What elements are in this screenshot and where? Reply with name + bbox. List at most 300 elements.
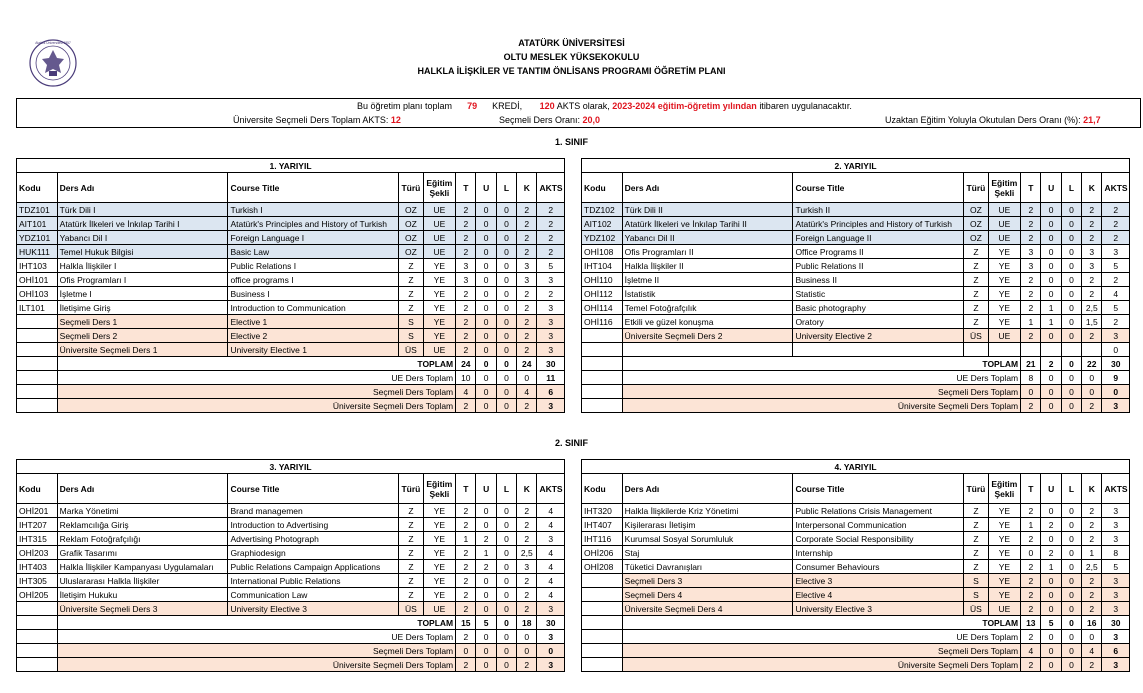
- course-l: 0: [496, 546, 516, 560]
- toplam-l: 0: [496, 616, 516, 630]
- course-mode: UE: [988, 217, 1021, 231]
- course-u: 1: [1041, 560, 1061, 574]
- toplam-akts: 30: [537, 616, 565, 630]
- course-k: 2: [517, 245, 537, 259]
- course-l: 0: [496, 287, 516, 301]
- course-k: 2: [1082, 518, 1102, 532]
- course-t: 2: [1021, 560, 1041, 574]
- col-l: L: [1061, 173, 1081, 203]
- course-type: S: [964, 574, 988, 588]
- col-egitim-label: Eğitim: [426, 478, 453, 489]
- col-l: L: [496, 474, 516, 504]
- course-type: Z: [399, 546, 423, 560]
- course-row: [582, 203, 1130, 217]
- info-text-2: KREDİ,: [492, 101, 523, 111]
- course-mode: YE: [988, 504, 1021, 518]
- course-type: Z: [964, 287, 988, 301]
- sum-u: 0: [476, 644, 496, 658]
- col-course-title: Course Title: [793, 474, 964, 504]
- course-row: [582, 602, 1130, 616]
- course-t: 2: [1021, 203, 1041, 217]
- yariyil-2-table: [581, 158, 1130, 413]
- course-u: 0: [1041, 574, 1061, 588]
- col-u: U: [476, 474, 496, 504]
- course-mode: YE: [988, 315, 1021, 329]
- course-k: 3: [1082, 259, 1102, 273]
- course-akts: 4: [537, 574, 565, 588]
- course-akts: 2: [537, 217, 565, 231]
- col-akts: AKTS: [537, 474, 565, 504]
- course-akts: 3: [1102, 532, 1130, 546]
- course-l: 0: [496, 588, 516, 602]
- course-title: Office Programs II: [793, 245, 964, 259]
- sum-k: 0: [1082, 385, 1102, 399]
- course-type: Z: [964, 546, 988, 560]
- course-row: [582, 273, 1130, 287]
- course-t: 3: [1021, 245, 1041, 259]
- course-mode: YE: [988, 259, 1021, 273]
- course-row: [17, 588, 565, 602]
- course-title: Graphiodesign: [228, 546, 399, 560]
- course-row: [17, 273, 565, 287]
- course-title: Public Relations II: [793, 259, 964, 273]
- course-type: Z: [399, 560, 423, 574]
- course-u: 0: [1041, 602, 1061, 616]
- sum-u: 0: [1041, 658, 1061, 672]
- sum-u: 0: [1041, 630, 1061, 644]
- course-row: [582, 217, 1130, 231]
- course-name: Temel Fotoğrafçılık: [622, 301, 793, 315]
- sum-label: Seçmeli Ders Toplam: [57, 385, 455, 399]
- course-akts: 5: [537, 259, 565, 273]
- course-title: University Elective 3: [793, 602, 964, 616]
- toplam-u: 2: [1041, 357, 1061, 371]
- sum-label: UE Ders Toplam: [57, 371, 455, 385]
- sum-label: Seçmeli Ders Toplam: [622, 385, 1020, 399]
- course-l: 0: [496, 518, 516, 532]
- empty-cell: [17, 371, 58, 385]
- course-t: 2: [456, 343, 476, 357]
- sum-akts: 3: [1102, 399, 1130, 413]
- empty-cell: [17, 385, 58, 399]
- yariyil-title: 1. YARIYIL: [17, 159, 565, 173]
- course-name: Üniversite Seçmeli Ders 2: [622, 329, 793, 343]
- course-row: [17, 315, 565, 329]
- course-akts: 3: [1102, 504, 1130, 518]
- course-type: OZ: [399, 217, 423, 231]
- course-row: [17, 532, 565, 546]
- course-name: İşletme I: [57, 287, 228, 301]
- course-row: [17, 504, 565, 518]
- course-row: [17, 546, 565, 560]
- course-name: Seçmeli Ders 4: [622, 588, 793, 602]
- course-mode: YE: [988, 574, 1021, 588]
- course-t: 3: [1021, 259, 1041, 273]
- col-ders-adi: Ders Adı: [57, 474, 228, 504]
- course-mode: YE: [988, 273, 1021, 287]
- course-type: OZ: [964, 203, 988, 217]
- sum-t: 0: [456, 644, 476, 658]
- toplam-label: TOPLAM: [622, 357, 1020, 371]
- empty-cell: [582, 399, 623, 413]
- col-egitim-sekli: [988, 474, 1021, 504]
- info-text-1: Bu öğretim planı toplam: [357, 101, 453, 111]
- course-u: 0: [476, 217, 496, 231]
- course-l: 0: [1061, 546, 1081, 560]
- course-k: 2,5: [1082, 560, 1102, 574]
- course-mode: YE: [423, 546, 456, 560]
- course-type: [964, 343, 988, 357]
- course-t: 2: [1021, 574, 1041, 588]
- course-title: Internship: [793, 546, 964, 560]
- course-title: Business II: [793, 273, 964, 287]
- course-code: OHİ114: [582, 301, 623, 315]
- elective-total-row: [582, 644, 1130, 658]
- course-code: IHT207: [17, 518, 58, 532]
- course-mode: YE: [988, 532, 1021, 546]
- toplam-row: [17, 616, 565, 630]
- empty-cell: [582, 371, 623, 385]
- course-t: 2: [1021, 217, 1041, 231]
- course-code: IHT407: [582, 518, 623, 532]
- col-egitim-label: Eğitim: [991, 478, 1018, 489]
- col-egitim-sekli: [423, 173, 456, 203]
- course-l: 0: [1061, 273, 1081, 287]
- course-l: 0: [496, 203, 516, 217]
- sinif-1-heading: 1. SINIF: [554, 137, 588, 147]
- course-u: 2: [1041, 518, 1061, 532]
- course-code: IHT320: [582, 504, 623, 518]
- col-t: T: [456, 173, 476, 203]
- course-t: 2: [1021, 329, 1041, 343]
- sum-l: 0: [496, 371, 516, 385]
- course-k: 2: [1082, 588, 1102, 602]
- course-t: 2: [1021, 504, 1041, 518]
- univ-elective-akts: Üniversite Seçmeli Ders Toplam AKTS: 12: [233, 115, 401, 125]
- course-akts: 3: [1102, 245, 1130, 259]
- toplam-u: 0: [476, 357, 496, 371]
- col-ders-adi: Ders Adı: [622, 474, 793, 504]
- course-u: 0: [1041, 532, 1061, 546]
- toplam-akts: 30: [1102, 357, 1130, 371]
- course-akts: 3: [537, 329, 565, 343]
- course-code: OHİ208: [582, 560, 623, 574]
- course-k: 2,5: [517, 546, 537, 560]
- course-mode: UE: [423, 602, 456, 616]
- sum-t: 2: [1021, 399, 1041, 413]
- course-mode: YE: [423, 273, 456, 287]
- toplam-row: [582, 357, 1130, 371]
- course-type: ÜS: [399, 343, 423, 357]
- course-mode: YE: [423, 560, 456, 574]
- course-row: [17, 343, 565, 357]
- course-name: Türk Dili I: [57, 203, 228, 217]
- course-name: Marka Yönetimi: [57, 504, 228, 518]
- course-name: Seçmeli Ders 2: [57, 329, 228, 343]
- course-akts: 4: [537, 560, 565, 574]
- course-u: 0: [476, 203, 496, 217]
- course-row: [17, 203, 565, 217]
- course-u: 2: [1041, 546, 1061, 560]
- sum-akts: 3: [537, 630, 565, 644]
- sum-l: 0: [496, 644, 516, 658]
- course-t: 2: [1021, 287, 1041, 301]
- col-sekli-label: Şekli: [994, 488, 1015, 499]
- course-t: 2: [1021, 231, 1041, 245]
- course-type: Z: [964, 301, 988, 315]
- course-title: Corporate Social Responsibility: [793, 532, 964, 546]
- course-name: Ofis Programları I: [57, 273, 228, 287]
- course-type: Z: [399, 532, 423, 546]
- course-row: [582, 315, 1130, 329]
- course-row: [17, 245, 565, 259]
- ue-total-row: [582, 371, 1130, 385]
- course-row: [17, 231, 565, 245]
- sum-k: 2: [1082, 399, 1102, 413]
- course-row: [582, 301, 1130, 315]
- course-name: Ofis Programları II: [622, 245, 793, 259]
- course-t: 2: [1021, 532, 1041, 546]
- col-kodu: Kodu: [17, 474, 58, 504]
- elective-ratio: Seçmeli Ders Oranı: 20,0: [499, 115, 601, 125]
- info-text-3: AKTS olarak,: [556, 101, 610, 111]
- course-row: [17, 560, 565, 574]
- course-u: 0: [476, 301, 496, 315]
- toplam-k: 16: [1082, 616, 1102, 630]
- course-name: İstatistik: [622, 287, 793, 301]
- course-title: Consumer Behaviours: [793, 560, 964, 574]
- sum-l: 0: [1061, 658, 1081, 672]
- course-name: Türk Dili II: [622, 203, 793, 217]
- course-k: 1: [1082, 546, 1102, 560]
- toplam-l: 0: [1061, 357, 1081, 371]
- sum-l: 0: [1061, 371, 1081, 385]
- course-u: 0: [1041, 203, 1061, 217]
- course-name: Seçmeli Ders 3: [622, 574, 793, 588]
- logo-text: Atatürk Üniversitesi 1957: [35, 41, 71, 45]
- university-name: ATATÜRK ÜNİVERSİTESİ: [518, 38, 625, 48]
- course-l: 0: [1061, 315, 1081, 329]
- col-turu: Türü: [964, 474, 988, 504]
- course-u: 0: [1041, 287, 1061, 301]
- course-type: Z: [964, 532, 988, 546]
- univ-elective-total-row: [582, 658, 1130, 672]
- course-title: Turkish I: [228, 203, 399, 217]
- sum-l: 0: [496, 399, 516, 413]
- course-k: 2,5: [1082, 301, 1102, 315]
- course-title: Oratory: [793, 315, 964, 329]
- empty-cell: [17, 616, 58, 630]
- sum-label: Seçmeli Ders Toplam: [57, 644, 455, 658]
- course-row: [582, 259, 1130, 273]
- course-t: 3: [456, 273, 476, 287]
- course-code: HUK111: [17, 245, 58, 259]
- sum-k: 0: [517, 630, 537, 644]
- course-name: Staj: [622, 546, 793, 560]
- course-type: OZ: [399, 203, 423, 217]
- empty-cell: [17, 357, 58, 371]
- course-u: 0: [476, 518, 496, 532]
- course-code: [582, 574, 623, 588]
- col-course-title: Course Title: [228, 173, 399, 203]
- course-mode: YE: [423, 315, 456, 329]
- course-u: 0: [1041, 504, 1061, 518]
- yariyil-title: 2. YARIYIL: [582, 159, 1130, 173]
- course-title: Basic photography: [793, 301, 964, 315]
- course-title: Introduction to Communication: [228, 301, 399, 315]
- course-title: Public Relations Campaign Applications: [228, 560, 399, 574]
- course-mode: UE: [988, 231, 1021, 245]
- course-title: University Elective 3: [228, 602, 399, 616]
- course-code: OHİ116: [582, 315, 623, 329]
- course-akts: 3: [537, 532, 565, 546]
- sum-label: Üniversite Seçmeli Ders Toplam: [622, 399, 1020, 413]
- course-u: 0: [476, 259, 496, 273]
- course-row: [17, 602, 565, 616]
- course-mode: YE: [423, 574, 456, 588]
- sum-l: 0: [496, 630, 516, 644]
- course-k: 2: [517, 504, 537, 518]
- toplam-l: 0: [1061, 616, 1081, 630]
- course-type: OZ: [399, 231, 423, 245]
- course-type: Z: [399, 301, 423, 315]
- course-akts: 2: [537, 203, 565, 217]
- sum-l: 0: [1061, 385, 1081, 399]
- course-code: IHT103: [17, 259, 58, 273]
- course-l: 0: [496, 602, 516, 616]
- course-name: İletişime Giriş: [57, 301, 228, 315]
- sum-u: 0: [476, 399, 496, 413]
- empty-cell: [582, 644, 623, 658]
- col-egitim-label: Eğitim: [426, 177, 453, 188]
- col-l: L: [1061, 474, 1081, 504]
- course-u: 0: [1041, 245, 1061, 259]
- course-t: 2: [456, 245, 476, 259]
- course-t: 1: [1021, 518, 1041, 532]
- course-akts: 0: [1102, 343, 1130, 357]
- start-year: 2023-2024 eğitim-öğretim yılından: [612, 101, 757, 111]
- col-kodu: Kodu: [17, 173, 58, 203]
- course-code: TDZ101: [17, 203, 58, 217]
- course-u: 0: [476, 315, 496, 329]
- col-k: K: [517, 173, 537, 203]
- sum-akts: 3: [537, 658, 565, 672]
- course-mode: UE: [988, 602, 1021, 616]
- course-row: [582, 560, 1130, 574]
- course-type: Z: [964, 315, 988, 329]
- col-egitim-label: Eğitim: [991, 177, 1018, 188]
- toplam-l: 0: [496, 357, 516, 371]
- course-mode: UE: [423, 343, 456, 357]
- sum-u: 0: [476, 630, 496, 644]
- course-u: 0: [476, 574, 496, 588]
- course-u: 0: [1041, 588, 1061, 602]
- course-t: 2: [1021, 588, 1041, 602]
- course-row: [17, 217, 565, 231]
- course-t: 2: [456, 329, 476, 343]
- course-title: Basic Law: [228, 245, 399, 259]
- empty-cell: [582, 630, 623, 644]
- empty-cell: [17, 658, 58, 672]
- course-row: [582, 343, 1130, 357]
- course-akts: 2: [537, 287, 565, 301]
- course-row: [582, 546, 1130, 560]
- course-name: Tüketici Davranışları: [622, 560, 793, 574]
- course-type: Z: [964, 245, 988, 259]
- course-akts: 4: [537, 504, 565, 518]
- course-akts: 3: [537, 301, 565, 315]
- course-t: 2: [1021, 273, 1041, 287]
- course-type: Z: [399, 518, 423, 532]
- sum-t: 2: [456, 658, 476, 672]
- course-l: 0: [1061, 245, 1081, 259]
- course-u: 0: [1041, 231, 1061, 245]
- sum-akts: 0: [1102, 385, 1130, 399]
- sum-t: 8: [1021, 371, 1041, 385]
- col-sekli-label: Şekli: [429, 187, 450, 198]
- course-akts: 4: [537, 518, 565, 532]
- empty-cell: [17, 630, 58, 644]
- sum-t: 2: [1021, 658, 1041, 672]
- course-mode: YE: [988, 588, 1021, 602]
- course-code: OHİ110: [582, 273, 623, 287]
- course-code: AIT102: [582, 217, 623, 231]
- course-k: 3: [517, 560, 537, 574]
- col-kodu: Kodu: [582, 173, 623, 203]
- course-l: 0: [496, 231, 516, 245]
- course-title: [793, 343, 964, 357]
- sum-t: 4: [456, 385, 476, 399]
- course-k: 3: [517, 259, 537, 273]
- course-type: S: [399, 329, 423, 343]
- course-code: IHT116: [582, 532, 623, 546]
- course-k: 2: [1082, 231, 1102, 245]
- sum-k: 0: [1082, 371, 1102, 385]
- sum-u: 0: [1041, 385, 1061, 399]
- course-code: ILT101: [17, 301, 58, 315]
- toplam-label: TOPLAM: [622, 616, 1020, 630]
- course-title: Brand managemen: [228, 504, 399, 518]
- course-name: Üniversite Seçmeli Ders 3: [57, 602, 228, 616]
- program-title: HALKLA İLİŞKİLER VE TANTIM ÖNLİSANS PROGRAMI ÖĞRETİM PLANI: [417, 66, 726, 76]
- elective-total-row: [17, 644, 565, 658]
- course-t: 1: [1021, 315, 1041, 329]
- course-row: [17, 287, 565, 301]
- toplam-t: 21: [1021, 357, 1041, 371]
- course-l: 0: [1061, 504, 1081, 518]
- course-u: 0: [1041, 217, 1061, 231]
- course-k: 2: [517, 518, 537, 532]
- col-akts: AKTS: [1102, 173, 1130, 203]
- course-l: 0: [496, 217, 516, 231]
- course-code: YDZ102: [582, 231, 623, 245]
- course-code: IHT403: [17, 560, 58, 574]
- course-u: [1041, 343, 1061, 357]
- course-title: Elective 2: [228, 329, 399, 343]
- sum-label: UE Ders Toplam: [622, 630, 1020, 644]
- course-t: [1021, 343, 1041, 357]
- course-mode: UE: [423, 203, 456, 217]
- course-title: Statistic: [793, 287, 964, 301]
- course-mode: YE: [423, 504, 456, 518]
- sum-akts: 11: [537, 371, 565, 385]
- course-name: Grafik Tasarımı: [57, 546, 228, 560]
- ue-total-row: [17, 630, 565, 644]
- course-name: Reklamcılığa Giriş: [57, 518, 228, 532]
- course-k: 2: [517, 287, 537, 301]
- col-k: K: [1082, 474, 1102, 504]
- course-row: [17, 259, 565, 273]
